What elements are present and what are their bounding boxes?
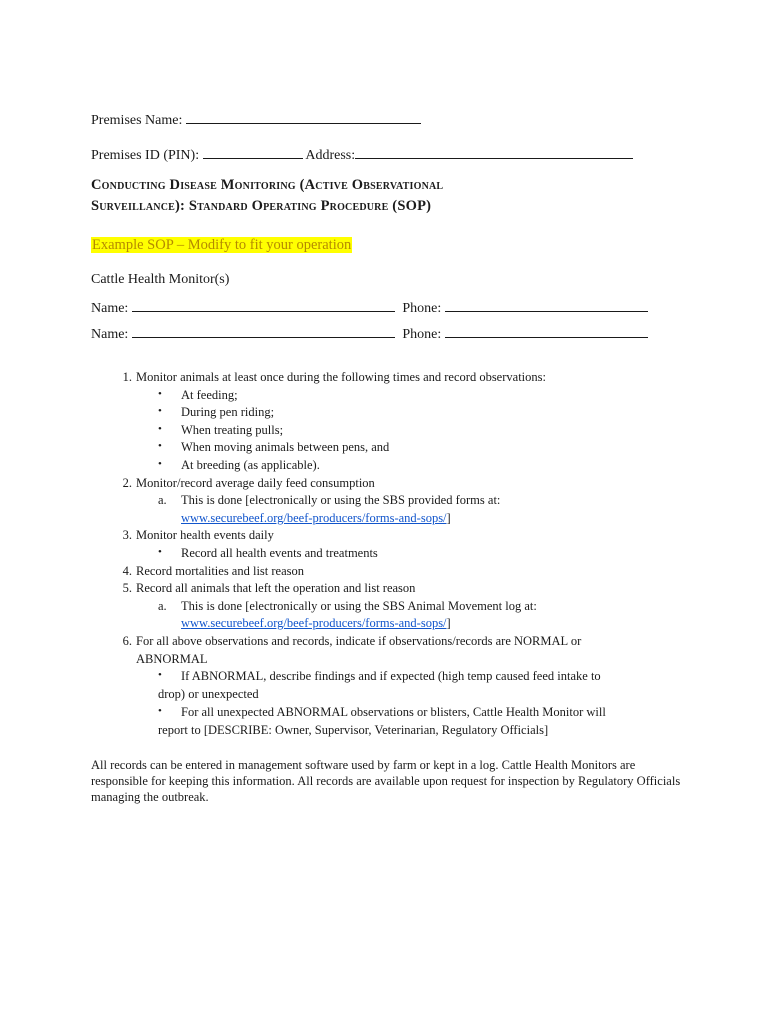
step-number-4: 4. [122, 564, 132, 578]
document-title-line-1: Conducting Disease Monitoring (Active Observational [91, 177, 444, 193]
bullet-icon: • [158, 458, 162, 470]
bullet-icon: • [158, 423, 162, 435]
name-label: Name: [91, 301, 129, 316]
name-label: Name: [91, 327, 129, 342]
phone-blank-1[interactable] [445, 299, 648, 312]
step6-bullet-1-cont: drop) or unexpected [158, 687, 259, 701]
bullet-icon: • [158, 669, 162, 681]
example-note-highlight: Example SOP – Modify to fit your operation [92, 237, 352, 253]
step-number-6: 6. [122, 634, 132, 648]
bullet-icon: • [158, 405, 162, 417]
step5-sub-link-line [181, 616, 451, 631]
step-text-4: Record mortalities and list reason [136, 564, 305, 578]
step3-bullet: Record all health events and treatments [181, 546, 378, 560]
premises-id-blank[interactable] [203, 146, 303, 159]
premises-name-blank[interactable] [186, 111, 421, 124]
step-number-2: 2. [122, 476, 132, 490]
step1-bullet-1: At feeding; [181, 388, 238, 402]
step1-bullet-2: During pen riding; [181, 405, 275, 419]
premises-id-row [91, 146, 633, 164]
premises-id-label: Premises ID (PIN): [91, 148, 200, 163]
step-text-1: Monitor animals at least once during the following times and record observations: [136, 370, 546, 384]
step6-bullet-2: For all unexpected ABNORMAL observations or blisters, Cattle Health Monitor will [181, 705, 606, 719]
bullet-icon: • [158, 388, 162, 400]
records-paragraph: All records can be entered in management software used by farm or kept in a log. Cattle Health Monitors are responsible for keeping this information. All records are available upon request for inspection by Regulatory Officials managing the outbreak. [91, 758, 681, 804]
step-text-2: Monitor/record average daily feed consumption [136, 476, 375, 490]
premises-name-row [91, 111, 421, 129]
step-number-1: 1. [122, 370, 132, 384]
securebeef-forms-link[interactable]: www.securebeef.org/beef-producers/forms-and-sops/ [181, 511, 447, 525]
step-text-6: For all above observations and records, indicate if observations/records are NORMAL or [136, 634, 582, 648]
step1-bullet-4: When moving animals between pens, and [181, 440, 390, 454]
monitor-row-2 [91, 325, 648, 343]
step5-sub-text: This is done [electronically or using the SBS Animal Movement log at: [181, 599, 537, 613]
step6-bullet-1: If ABNORMAL, describe findings and if expected (high temp caused feed intake to [181, 669, 601, 683]
bullet-icon: • [158, 705, 162, 717]
step2-sub-text: This is done [electronically or using the SBS provided forms at: [181, 493, 501, 507]
phone-label: Phone: [402, 327, 442, 342]
monitors-heading: Cattle Health Monitor(s) [91, 272, 230, 287]
step1-bullet-5: At breeding (as applicable). [181, 458, 320, 472]
step2-sub-close: ] [446, 511, 451, 525]
step-number-3: 3. [122, 528, 132, 542]
step2-sub-link-line [181, 511, 451, 526]
example-note [91, 236, 352, 254]
step2-sub-letter: a. [158, 493, 167, 507]
step5-sub-close: ] [446, 616, 451, 630]
address-label: Address: [305, 148, 356, 163]
document-title-line-2: Surveillance): Standard Operating Procedure (SOP) [91, 198, 432, 214]
name-blank-2[interactable] [132, 325, 395, 338]
bullet-icon: • [158, 546, 162, 558]
securebeef-forms-link[interactable]: www.securebeef.org/beef-producers/forms-and-sops/ [181, 616, 447, 630]
step5-sub-letter: a. [158, 599, 167, 613]
phone-label: Phone: [402, 301, 442, 316]
step-number-5: 5. [122, 581, 132, 595]
phone-blank-2[interactable] [445, 325, 648, 338]
bullet-icon: • [158, 440, 162, 452]
step-text-6-cont: ABNORMAL [136, 652, 208, 666]
step-text-5: Record all animals that left the operation and list reason [136, 581, 416, 595]
step6-bullet-2-cont: report to [DESCRIBE: Owner, Supervisor, Veterinarian, Regulatory Officials] [158, 723, 549, 737]
step-text-3: Monitor health events daily [136, 528, 274, 542]
monitor-row-1 [91, 299, 648, 317]
step1-bullet-3: When treating pulls; [181, 423, 284, 437]
address-blank[interactable] [355, 146, 633, 159]
name-blank-1[interactable] [132, 299, 395, 312]
premises-name-label: Premises Name: [91, 113, 183, 128]
